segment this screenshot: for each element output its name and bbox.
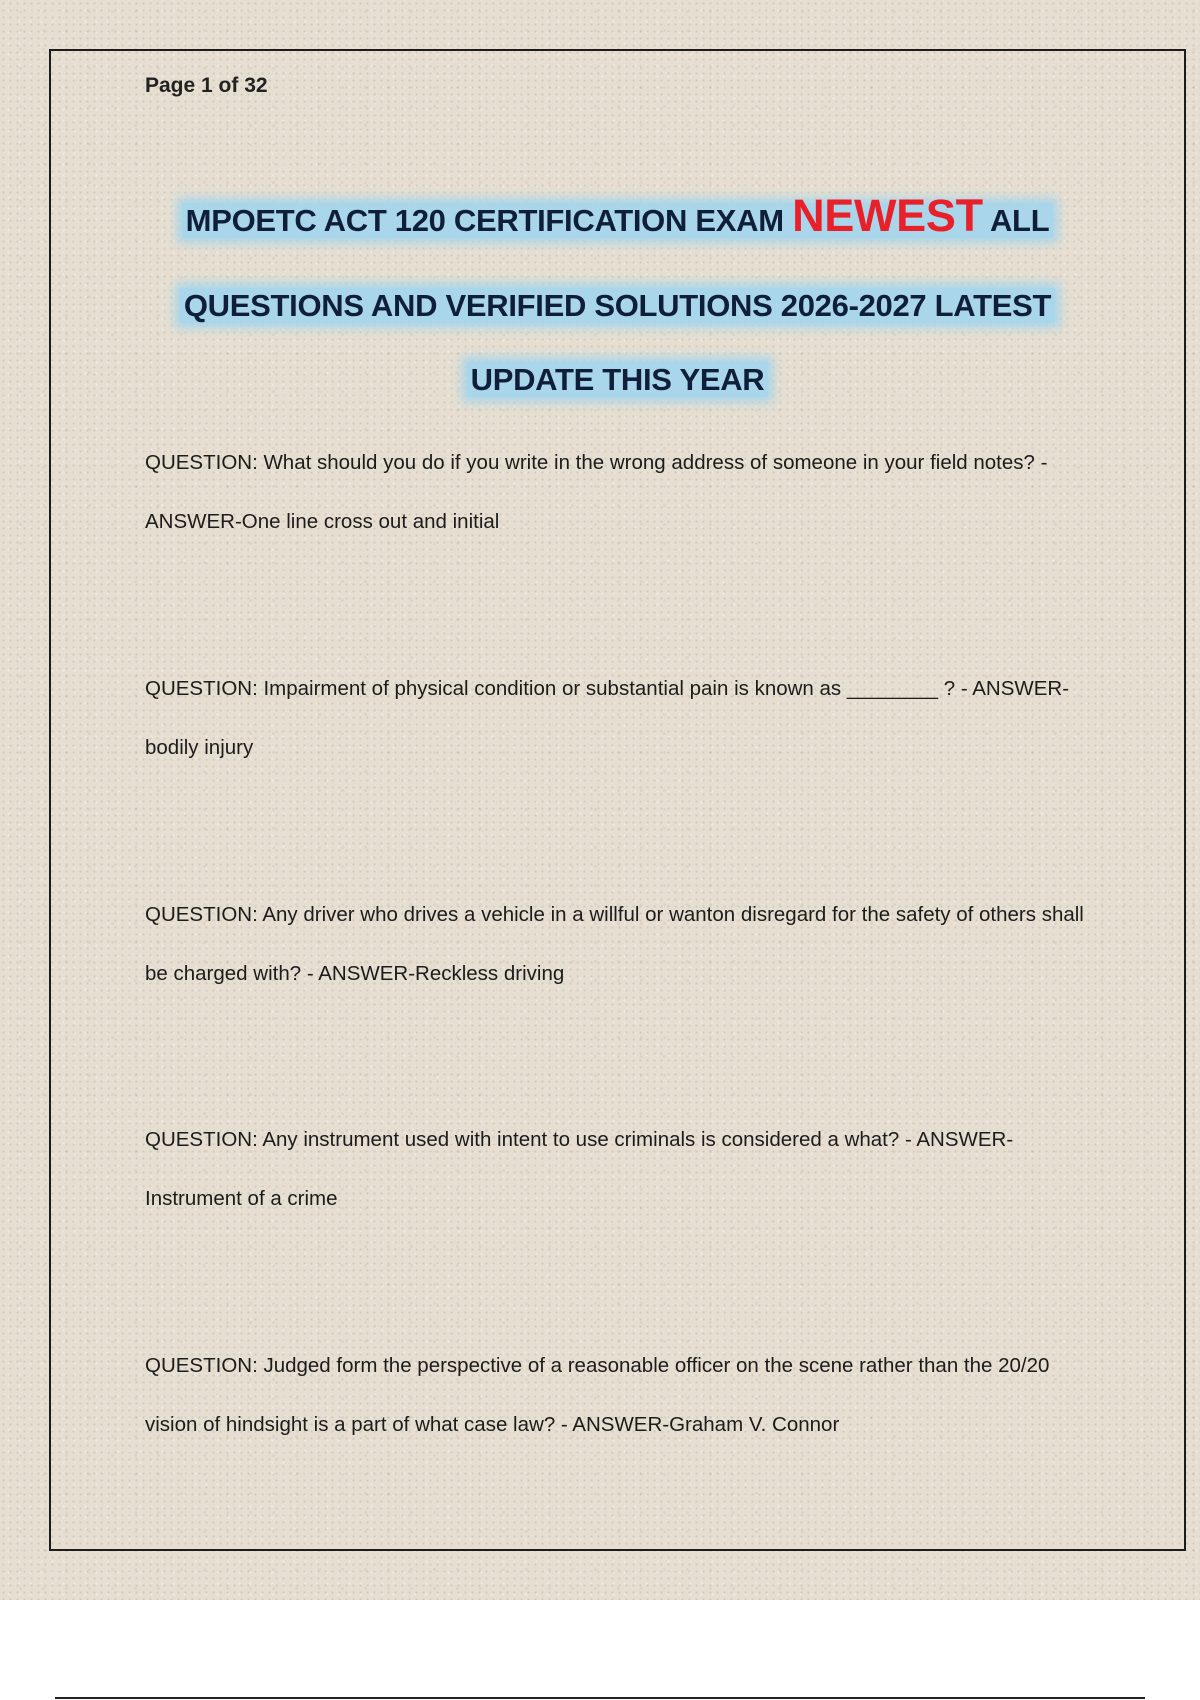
question-item: QUESTION: What should you do if you write in the wrong address of someone in your field notes? - ANSWER-One line cross out and initial — [145, 451, 1048, 533]
footer-rule — [55, 1697, 1145, 1699]
question-item: QUESTION: Judged form the perspective of a reasonable officer on the scene rather than the 20/20 vision of hindsight is a part of what case law? - ANSWER-Graham V. Connor — [145, 1354, 1050, 1436]
title-highlight-1 — [182, 190, 1054, 241]
question-item: QUESTION: Any instrument used with intent to use criminals is considered a what? - ANSWER-Instrument of a crime — [145, 1128, 1014, 1210]
title-line-2 — [0, 288, 1200, 324]
title-highlight-3: UPDATE THIS YEAR — [467, 362, 769, 397]
title-line-3 — [0, 362, 1200, 398]
page-border — [49, 49, 1186, 1551]
title-prefix: MPOETC ACT 120 CERTIFICATION EXAM — [185, 203, 784, 238]
question-item: QUESTION: Any driver who drives a vehicle in a willful or wanton disregard for the safety of others shall be charged with? - ANSWER-Reckless driving — [145, 903, 1084, 985]
title-suffix: ALL — [989, 203, 1050, 238]
title-line-1 — [0, 190, 1200, 242]
title-highlight-2: QUESTIONS AND VERIFIED SOLUTIONS 2026-2027 LATEST — [180, 288, 1055, 323]
title-newest: NEWEST — [792, 190, 983, 241]
page-number: Page 1 of 32 — [145, 74, 268, 97]
question-item: QUESTION: Impairment of physical condition or substantial pain is known as ________ ? - ANSWER-bodily injury — [145, 677, 1070, 759]
